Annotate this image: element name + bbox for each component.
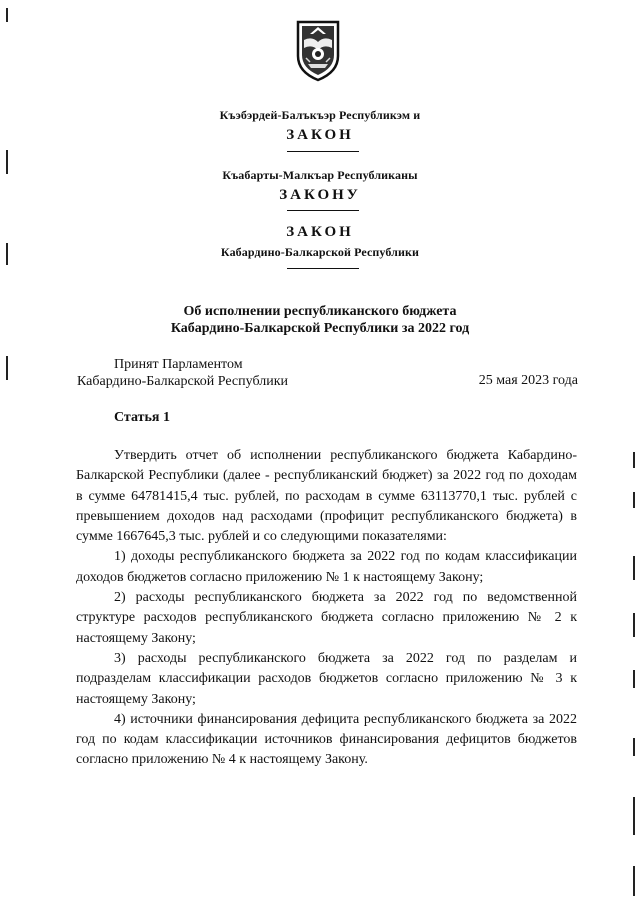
scan-mark (633, 866, 635, 896)
scan-mark (633, 738, 635, 756)
header-balkar-word: ЗАКОНУ (279, 187, 361, 203)
article-paragraph: 3) расходы республиканского бюджета за 2022 год по разделам и подразделам классификации расходов бюджетов согласно приложению № 3 к настоящему Закону; (76, 650, 577, 707)
article-body (76, 446, 577, 771)
adoption-date: 25 мая 2023 года (478, 373, 578, 388)
scan-mark (633, 670, 635, 688)
header-kabardian-line: Къэбэрдей-Балъкъэр Республикэм и (219, 108, 421, 122)
adoption-line-1: Принят Парламентом (114, 357, 243, 372)
adoption-line-2: Кабардино-Балкарской Республики (77, 374, 288, 389)
scan-mark (633, 452, 635, 468)
scan-mark (6, 356, 8, 380)
article-paragraph: 4) источники финансирования дефицита республиканского бюджета за 2022 год по кодам классификации источников финансирования дефицитов бюджетов согласно приложению № 4 к настоящему Закону. (76, 711, 577, 768)
header-balkar-line: Къабарты-Малкъар Республиканы (222, 168, 418, 182)
scan-mark (633, 797, 635, 835)
article-paragraph: 1) доходы республиканского бюджета за 2022 год по кодам классификации доходов бюджетов согласно приложению № 1 к настоящему Закону; (76, 549, 577, 585)
scan-mark (633, 492, 635, 508)
law-title-line-2: Кабардино-Балкарской Республики за 2022 год (170, 321, 470, 336)
scan-mark (633, 556, 635, 580)
scan-mark (633, 613, 635, 637)
article-paragraph: Утвердить отчет об исполнении республиканского бюджета Кабардино-Балкарской Республики (далее - республиканский бюджет) за 2022 год по доходам в сумме 64781415,4 тыс. рублей, по расходам в сумме 63113770,1 тыс. рублей с превышением доходов над расходами (профицит республиканского бюджета) в сумме 1667645,3 тыс. рублей и со следующими показателями: (76, 448, 577, 545)
header-divider (287, 268, 359, 269)
header-divider (287, 151, 359, 152)
header-divider (287, 210, 359, 211)
header-kabardian-word: ЗАКОН (286, 127, 354, 143)
coat-of-arms-emblem (292, 18, 344, 82)
law-title-line-1: Об исполнении республиканского бюджета (183, 304, 457, 319)
article-paragraph: 2) расходы республиканского бюджета за 2022 год по ведомственной структуре расходов республиканского бюджета согласно приложению № 2 к настоящему Закону; (76, 590, 577, 646)
scan-mark (6, 8, 8, 22)
header-russian-word: ЗАКОН (286, 224, 354, 240)
article-heading: Статья 1 (114, 410, 170, 425)
header-russian-line: Кабардино-Балкарской Республики (220, 245, 420, 259)
